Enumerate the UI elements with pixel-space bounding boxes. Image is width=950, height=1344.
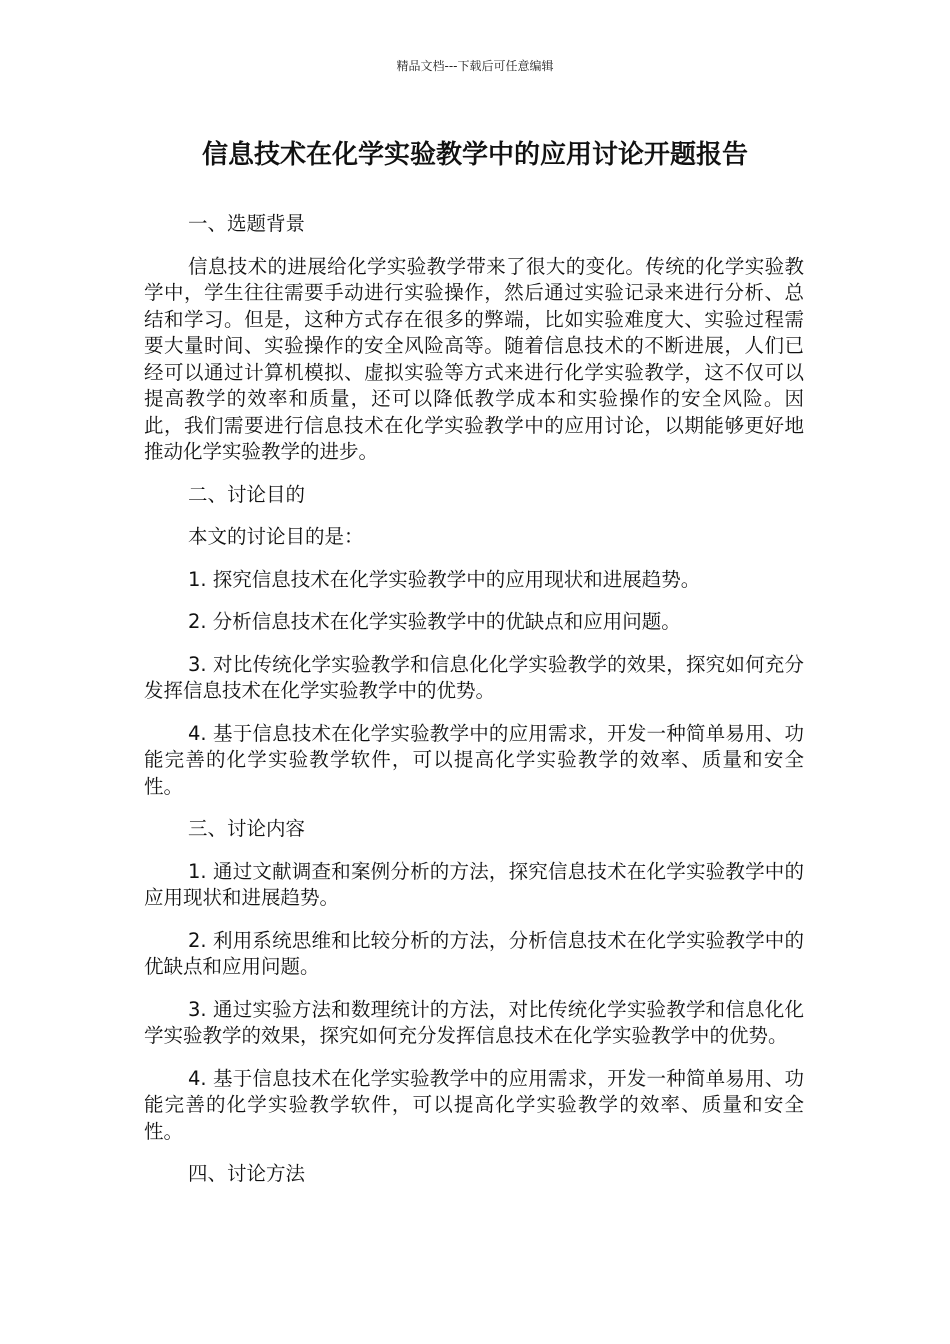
purpose-intro: 本文的讨论目的是： (188, 525, 364, 548)
section-heading-background: 一、选题背景 (188, 212, 306, 235)
purpose-item: 2. 分析信息技术在化学实验教学中的优缺点和应用问题。 (188, 610, 681, 633)
content-item: 4. 基于信息技术在化学实验教学中的应用需求，开发一种简单易用、功能完善的化学实验教学软件，可以提高化学实验教学的效率、质量和安全性。 (144, 1066, 804, 1143)
purpose-item: 3. 对比传统化学实验教学和信息化化学实验教学的效果，探究如何充分发挥信息技术在化学实验教学中的优势。 (144, 652, 804, 702)
purpose-item: 1. 探究信息技术在化学实验教学中的应用现状和进展趋势。 (188, 567, 701, 591)
content-item: 2. 利用系统思维和比较分析的方法，分析信息技术在化学实验教学中的优缺点和应用问题。 (144, 928, 804, 978)
content-item: 1. 通过文献调查和案例分析的方法，探究信息技术在化学实验教学中的应用现状和进展趋势。 (144, 859, 804, 909)
content-item: 3. 通过实验方法和数理统计的方法，对比传统化学实验教学和信息化化学实验教学的效果，探究如何充分发挥信息技术在化学实验教学中的优势。 (144, 997, 804, 1047)
section-heading-methods: 四、讨论方法 (188, 1162, 306, 1185)
header-note: 精品文档---下载后可任意编辑 (396, 59, 554, 73)
section-heading-purpose: 二、讨论目的 (188, 482, 306, 506)
purpose-item: 4. 基于信息技术在化学实验教学中的应用需求，开发一种简单易用、功能完善的化学实验教学软件，可以提高化学实验教学的效率、质量和安全性。 (144, 721, 804, 798)
document-title: 信息技术在化学实验教学中的应用讨论开题报告 (201, 140, 748, 170)
section-heading-content: 三、讨论内容 (188, 817, 306, 840)
background-paragraph: 信息技术的进展给化学实验教学带来了很大的变化。传统的化学实验教学中，学生往往需要手动进行实验操作，然后通过实验记录来进行分析、总结和学习。但是，这种方式存在很多的弊端，比如实验难度大、实验过程需要大量时间、实验操作的安全风险高等。随着信息技术的不断进展，人们已经可以通过计算机模拟、虚拟实验等方式来进行化学实验教学，这不仅可以提高教学的效率和质量，还可以降低教学成本和实验操作的安全风险。因此，我们需要进行信息技术在化学实验教学中的应用讨论，以期能够更好地推动化学实验教学的进步。 (144, 254, 804, 463)
document-body (144, 211, 804, 1204)
